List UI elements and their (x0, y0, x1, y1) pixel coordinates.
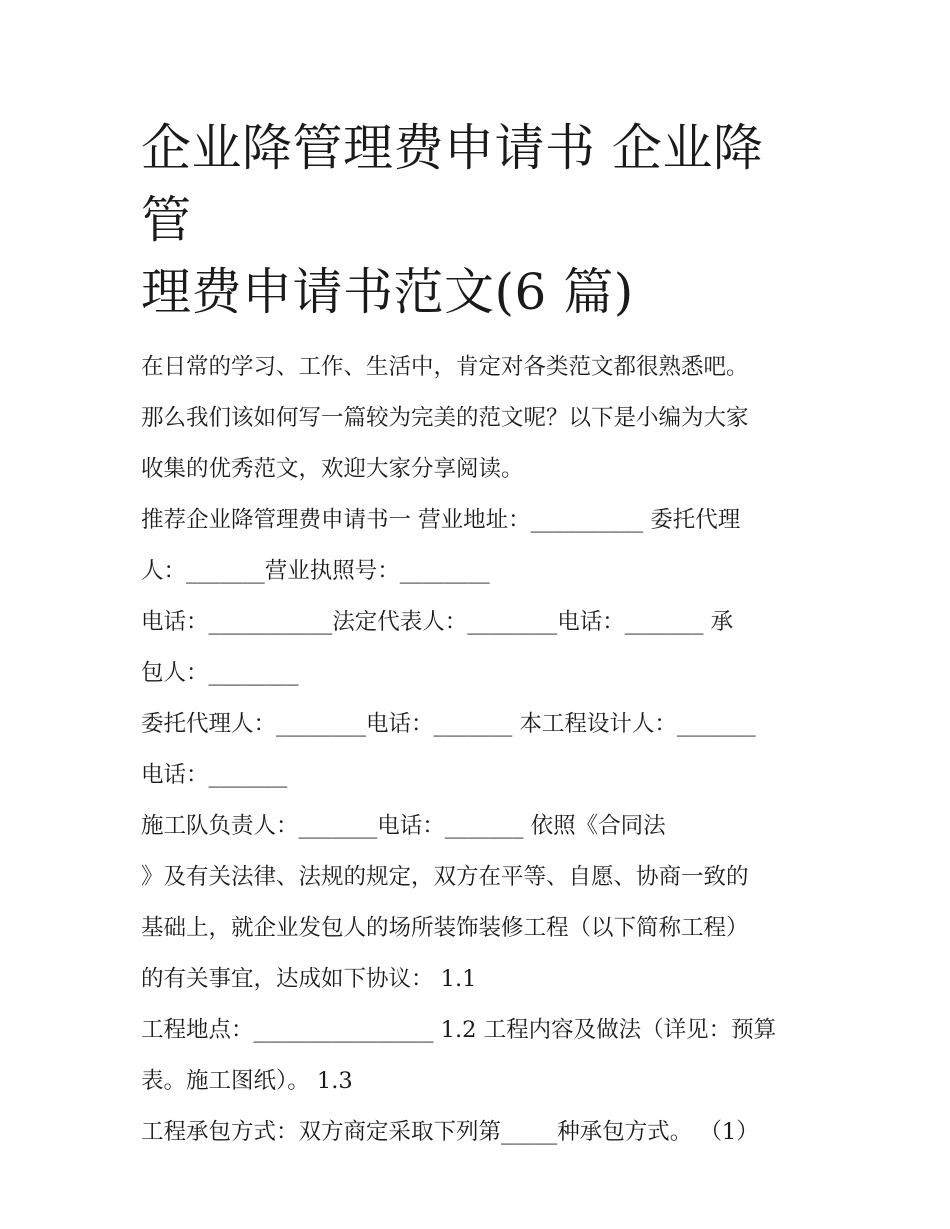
paragraph-intro: 在日常的学习、工作、生活中，肯定对各类范文都很熟悉吧。 那么我们该如何写一篇较为完美的范文呢？以下是小编为大家 收集的优秀范文，欢迎大家分享阅读。 (141, 354, 749, 482)
document-page (141, 112, 813, 1158)
paragraph-contract-method: 工程承包方式：双方商定采取下列第_____种承包方式。 （1） (141, 1119, 759, 1145)
paragraph-agent-designer: 委托代理人：________电话：_______ 本工程设计人：_______ 电话：_______ (141, 711, 756, 788)
document-title: 企业降管理费申请书 企业降管 理费申请书范文(6 篇) (141, 119, 764, 321)
paragraph-phone-representative: 电话：___________法定代表人：________电话：_______ 承 包人：________ (141, 609, 734, 686)
paragraph-project-location: 工程地点：________________ 1.2 工程内容及做法（详见：预算 表。施工图纸）。 1.3 (141, 1017, 777, 1094)
paragraph-business-address: 推荐企业降管理费申请书一 营业地址：__________ 委托代理 人：_______营业执照号：________ (141, 507, 741, 584)
document-body (141, 342, 813, 1158)
paragraph-contract-law: 施工队负责人：_______电话：_______ 依照《合同法 》及有关法律、法规的规定，双方在平等、自愿、协商一致的 基础上，就企业发包人的场所装饰装修工程（以下简称工程） 的有关事宜，达成如下协议： 1.1 (141, 813, 749, 992)
